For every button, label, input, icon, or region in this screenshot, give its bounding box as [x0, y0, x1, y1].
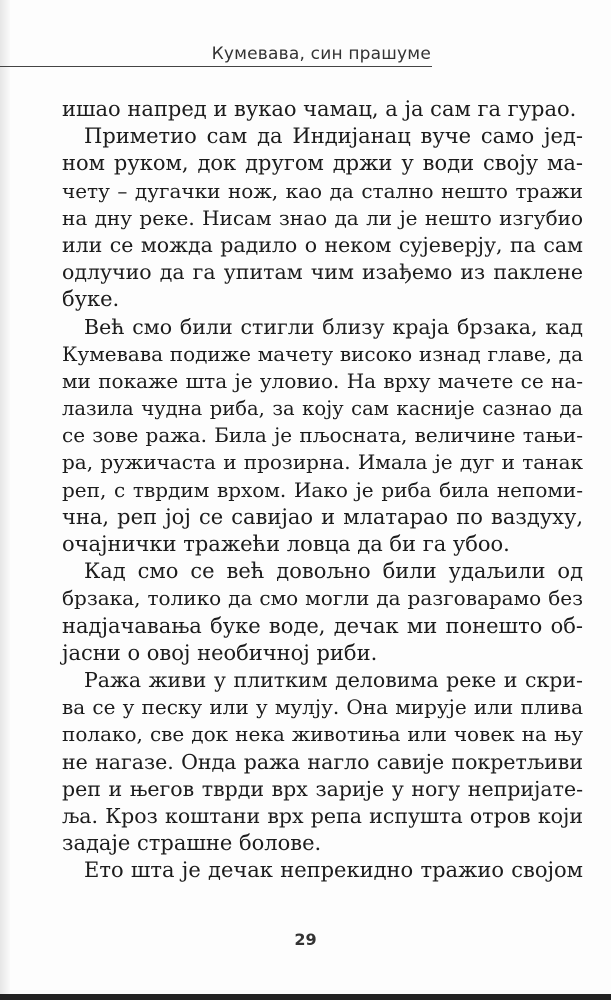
text-line: ља. Кроз коштани врх репа испушта отров који — [62, 803, 583, 828]
body-text — [62, 96, 583, 884]
text-line: очајнички тражећи ловца да би га убоо. — [62, 532, 510, 556]
text-line: реп, с тврдим врхом. Иако је риба била непоми- — [62, 477, 583, 502]
page-number: 29 — [294, 930, 317, 949]
text-line: ра, ружичаста и прозирна. Имала је дуг и танак — [62, 450, 583, 475]
text-line: Ража живи у плитким деловима реке и скри- — [84, 667, 583, 692]
text-line: Ето шта је дечак непрекидно тражио својом — [84, 858, 583, 883]
text-line: не нагазе. Онда ража нагло савије покретљиви — [62, 749, 583, 774]
text-line: или се можда радило о неком сујеверју, па сам — [62, 232, 583, 257]
text-line: јасни о овој необичној риби. — [62, 640, 378, 665]
text-line: на дну реке. Нисам знао да ли је нешто изгубио — [62, 205, 583, 230]
text-line: ми покаже шта је уловио. На врху мачете се на- — [62, 368, 583, 393]
text-line: чету – дугачки нож, као да стално нешто тражи — [62, 178, 583, 203]
text-line: чна, реп јој се савијао и млатарао по ваздуху, — [62, 504, 583, 529]
running-header: Кумевава, син прашуме — [211, 44, 431, 64]
text-line: ва се у песку или у мулју. Она мирује или плива — [62, 695, 583, 720]
text-line: буке. — [62, 287, 120, 312]
page-bottom-edge — [0, 994, 611, 1000]
text-line: Већ смо били стигли близу краја брзака, кад — [84, 314, 583, 339]
header-rule — [0, 66, 432, 67]
text-line: Приметио сам да Индијанац вуче само јед- — [84, 124, 583, 149]
text-line: брзака, толико да смо могли да разговарамо без — [62, 586, 583, 611]
text-line: реп и његов тврди врх зарије у ногу непријате- — [62, 776, 583, 801]
text-line: Кад смо се већ довољно били удаљили од — [84, 559, 583, 584]
text-line: полако, све док нека животиња или човек на њу — [62, 722, 583, 747]
text-line: се зове ража. Била је пљосната, величине тањи- — [62, 423, 583, 448]
page-spine-shadow — [0, 0, 10, 1000]
text-line: надјачавања буке воде, дечак ми понешто об- — [62, 613, 583, 638]
text-line: ном руком, док другом држи у води своју ма- — [62, 151, 583, 176]
text-line: Кумевава подиже мачету високо изнад главе, да — [62, 341, 583, 366]
text-line: одлучио да га упитам чим изађемо из паклене — [62, 260, 583, 285]
text-line: лазила чудна риба, за коју сам касније сазнао да — [62, 397, 583, 421]
text-line: ишао напред и вукао чамац, а ја сам га гурао. — [62, 97, 577, 121]
text-line: задаје страшне болове. — [62, 831, 322, 856]
